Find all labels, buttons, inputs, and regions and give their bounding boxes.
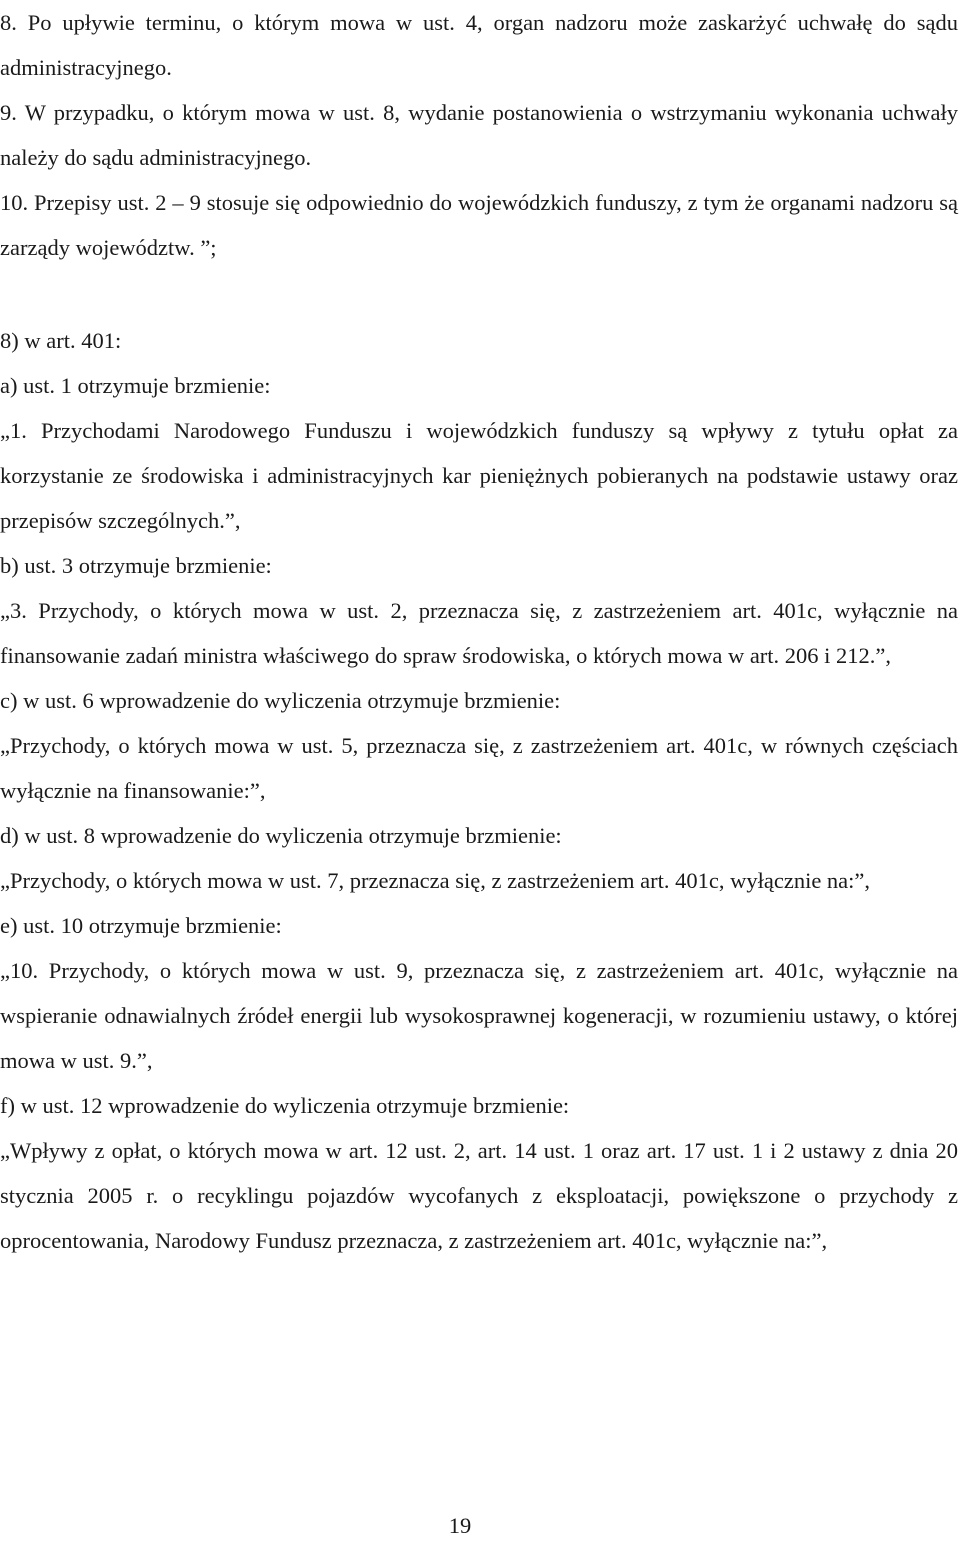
letter-e-heading: e) ust. 10 otrzymuje brzmienie: <box>0 913 282 938</box>
quote-ust-1: „1. Przychodami Narodowego Funduszu i wojewódzkich funduszy są wpływy z tytułu opłat za korzystanie ze środowiska i administracyjnych kar pieniężnych pobieranych na podstawie ustawy oraz przepisów szczególnych.”, <box>0 418 958 533</box>
letter-c-heading: c) w ust. 6 wprowadzenie do wyliczenia otrzymuje brzmienie: <box>0 688 561 713</box>
letter-f-heading: f) w ust. 12 wprowadzenie do wyliczenia otrzymuje brzmienie: <box>0 1093 570 1118</box>
letter-b-heading: b) ust. 3 otrzymuje brzmienie: <box>0 553 272 578</box>
section-gap <box>0 270 958 318</box>
paragraph-ust-10: 10. Przepisy ust. 2 – 9 stosuje się odpowiednio do wojewódzkich funduszy, z tym że organami nadzoru są zarządy województw. ”; <box>0 190 958 260</box>
quote-ust-8: „Przychody, o których mowa w ust. 7, przeznacza się, z zastrzeżeniem art. 401c, wyłącznie na:”, <box>0 868 871 893</box>
page-number: 19 <box>448 1513 472 1538</box>
paragraph-ust-8: 8. Po upływie terminu, o którym mowa w ust. 4, organ nadzoru może zaskarżyć uchwałę do sądu administracyjnego. <box>0 10 958 80</box>
paragraph-ust-9: 9. W przypadku, o którym mowa w ust. 8, wydanie postanowienia o wstrzymaniu wykonania uchwały należy do sądu administracyjnego. <box>0 100 958 170</box>
letter-d-heading: d) w ust. 8 wprowadzenie do wyliczenia otrzymuje brzmienie: <box>0 823 562 848</box>
letter-a-heading: a) ust. 1 otrzymuje brzmienie: <box>0 373 271 398</box>
quote-ust-6: „Przychody, o których mowa w ust. 5, przeznacza się, z zastrzeżeniem art. 401c, w równych częściach wyłącznie na finansowanie:”, <box>0 733 958 803</box>
point-8-heading: 8) w art. 401: <box>0 328 122 353</box>
quote-ust-12: „Wpływy z opłat, o których mowa w art. 12 ust. 2, art. 14 ust. 1 oraz art. 17 ust. 1 i 2 ustawy z dnia 20 stycznia 2005 r. o recyklingu pojazdów wycofanych z eksploatacji, powiększone o przychody z oprocentowania, Narodowy Fundusz przeznacza, z zastrzeżeniem art. 401c, wyłącznie na:”, <box>0 1138 958 1253</box>
quote-ust-10: „10. Przychody, o których mowa w ust. 9, przeznacza się, z zastrzeżeniem art. 401c, wyłącznie na wspieranie odnawialnych źródeł energii lub wysokosprawnej kogeneracji, w rozumieniu ustawy, o której mowa w ust. 9.”, <box>0 958 958 1073</box>
quote-ust-3: „3. Przychody, o których mowa w ust. 2, przeznacza się, z zastrzeżeniem art. 401c, wyłącznie na finansowanie zadań ministra właściwego do spraw środowiska, o których mowa w art. 206 i 212.”, <box>0 598 958 668</box>
